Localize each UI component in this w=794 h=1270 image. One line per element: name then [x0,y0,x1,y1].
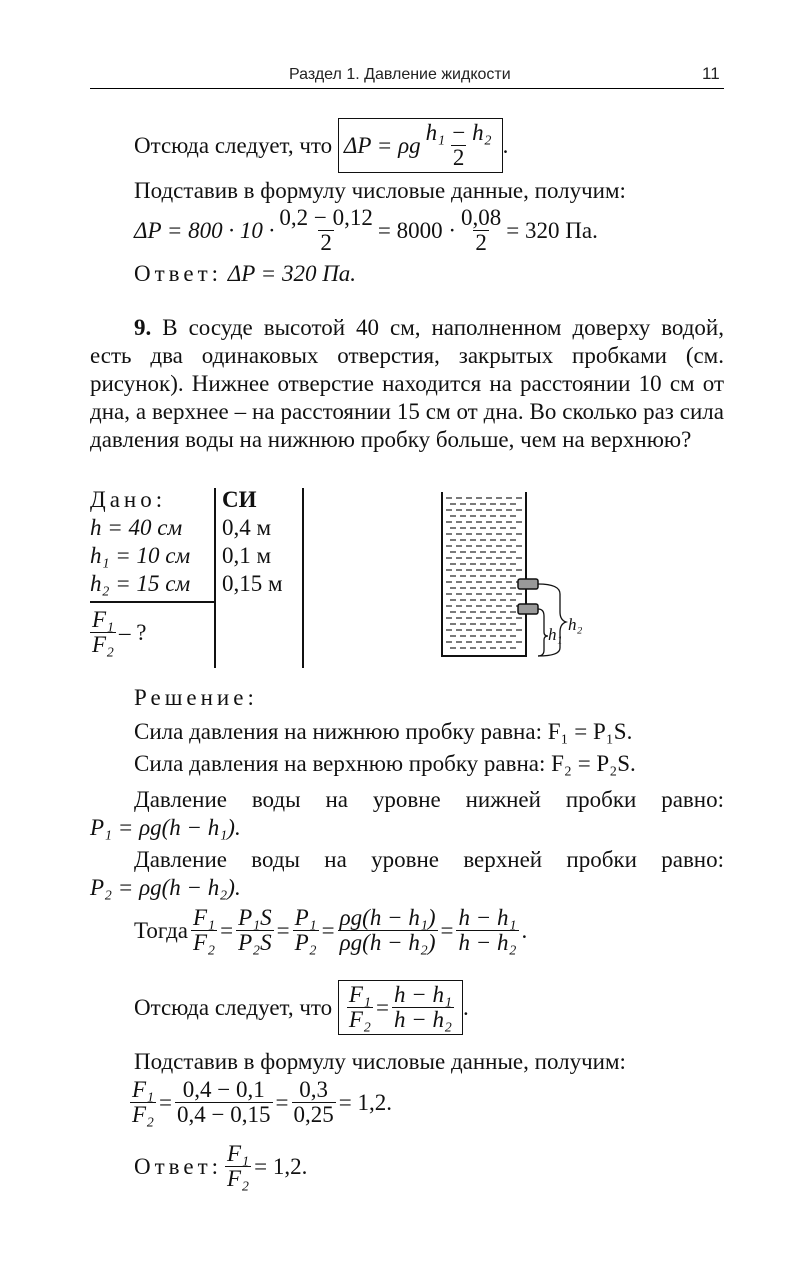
water-hatching [446,498,522,648]
given-label: Дано: [90,487,167,512]
brace-h1 [538,609,548,656]
running-header: Раздел 1. Давление жидкости [289,66,511,83]
answer-1: Ответ: ΔP = 320 Па. [134,261,357,286]
label-h2: h₂ [568,615,583,634]
vessel-figure [430,486,620,666]
answer-2: Ответ: $\frac{\text{F₁}}{\text{F₂}}$ = 1,2. [134,1141,308,1191]
given-row-3: h₂ = 15 см [90,571,191,596]
find-value: $\frac{\text{F₁}}{\text{F₂}}$ – ? [92,607,147,657]
conclusion-2: Отсюда следует, что $\frac{\text{F₁}}{\text{F₂}}$ = $\frac{\text{h − h₁}}{\text{h − h₂}}$ . [134,980,469,1035]
substitute-line-1: Подставив в формулу числовые данные, получим: [134,178,626,203]
given-row-1: h = 40 см [90,515,183,540]
solution-line-4a: Давление воды на уровне верхней пробки равно: [134,847,724,872]
solution-line-3a: Давление воды на уровне нижней пробки равно: [134,787,724,812]
lower-plug [518,604,538,614]
solution-line-3b: P₁ = ρg(h − h₁). [90,815,241,840]
calc-line-2: $\frac{\text{F₁}}{\text{F₂}}$ = $\frac{0,4 - 0,1}{0,4 - 0,15}$ = $\frac{0,3}{0,25}$ = 1,2. [132,1077,392,1127]
label-h1: h₁ [548,625,563,644]
header-rule [90,88,724,89]
given-underline [90,601,215,603]
si-row-3: 0,15 м [222,571,283,596]
solution-line-2: Сила давления на верхнюю пробку равна: F₂ = P₂S. [134,751,636,776]
upper-plug [518,579,538,589]
solution-label: Решение: [134,685,258,710]
si-row-2: 0,1 м [222,543,272,568]
problem-9: 9. В сосуде высотой 40 см, наполненном доверху водой, есть два одинаковых отверстия, закрытых пробками (см. рисунок). Нижнее отверстие находится на расстоянии 10 см от дна, а верхнее – на расстоянии 15 см от дна. Во сколько раз сила давления воды на нижнюю пробку больше, чем на верхнюю? [90,315,724,452]
solution-line-4b: P₂ = ρg(h − h₂). [90,875,241,900]
brace-h2 [538,584,566,656]
si-label: СИ [222,487,257,512]
si-row-1: 0,4 м [222,515,272,540]
solution-line-1: Сила давления на нижнюю пробку равна: F₁ = P₁S. [134,719,633,744]
ratio-chain: Тогда $\frac{\text{F₁}}{\text{F₂}}$ = $\frac{\text{P₁S}}{\text{P₂S}}$ = $\frac{\text{P₁}}{\text{P₂}}$ = $\frac{\text{ρg(h − h₁)}}{\text{ρg(h − h₂)}}$ = $\frac{\text{h − h₁}}{\text{h − h₂}}$ . [134,905,528,955]
given-row-2: h₁ = 10 см [90,543,191,568]
conclusion-1: Отсюда следует, что ΔP = ρg $\frac{\text{h₁ − h₂}}{2}$ . [134,118,508,173]
si-divider [302,488,304,668]
boxed-formula-1: ΔP = ρg $\frac{\text{h₁ − h₂}}{2}$ [338,118,503,173]
fraction: $\frac{\text{h₁ − h₂}}{2}$ [425,120,492,170]
boxed-formula-2: $\frac{\text{F₁}}{\text{F₂}}$ = $\frac{\text{h − h₁}}{\text{h − h₂}}$ [338,980,463,1035]
substitute-line-2: Подставив в формулу числовые данные, получим: [134,1049,626,1074]
calc-line-1: ΔP = 800 · 10 · $\frac{0,2 - 0,12}{2}$ = 8000 · $\frac{0,08}{2}$ = 320 Па. [134,205,598,255]
given-divider [214,488,216,668]
page-number: 11 [702,64,720,83]
